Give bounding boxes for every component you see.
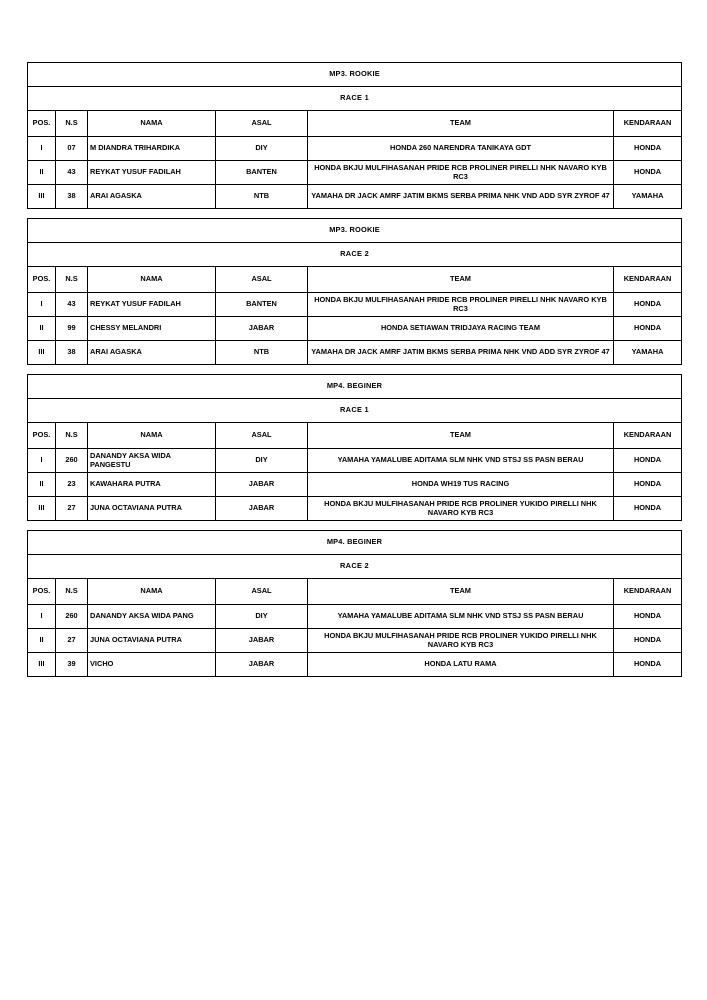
column-header-ns: N.S (56, 111, 88, 137)
cell-pos: II (28, 161, 56, 185)
cell-ns: 43 (56, 293, 88, 317)
cell-kendaraan: HONDA (614, 137, 682, 161)
cell-asal: NTB (216, 341, 308, 365)
cell-pos: I (28, 449, 56, 473)
cell-nama: VICHO (88, 653, 216, 677)
cell-team: YAMAHA DR JACK AMRF JATIM BKMS SERBA PRIMA NHK VND ADD SYR ZYROF 47 (308, 341, 614, 365)
cell-ns: 99 (56, 317, 88, 341)
cell-nama: CHESSY MELANDRI (88, 317, 216, 341)
race-title-row (28, 399, 682, 423)
category-title-row (28, 375, 682, 399)
cell-pos: II (28, 473, 56, 497)
cell-team: YAMAHA DR JACK AMRF JATIM BKMS SERBA PRIMA NHK VND ADD SYR ZYROF 47 (308, 185, 614, 209)
table-row (28, 185, 682, 209)
cell-kendaraan: HONDA (614, 653, 682, 677)
cell-team: YAMAHA YAMALUBE ADITAMA SLM NHK VND STSJ SS PASN BERAU (308, 449, 614, 473)
column-header-pos: POS. (28, 579, 56, 605)
table-row (28, 473, 682, 497)
table-row (28, 629, 682, 653)
table-header-row (28, 267, 682, 293)
column-header-team: TEAM (308, 267, 614, 293)
category-title-row (28, 219, 682, 243)
cell-nama: ARAI AGASKA (88, 185, 216, 209)
cell-ns: 39 (56, 653, 88, 677)
results-block-mp4-beginer-race2 (27, 530, 682, 677)
cell-pos: I (28, 137, 56, 161)
column-header-nama: NAMA (88, 423, 216, 449)
race-title: RACE 2 (28, 243, 682, 267)
cell-asal: NTB (216, 185, 308, 209)
cell-team: HONDA SETIAWAN TRIDJAYA RACING TEAM (308, 317, 614, 341)
cell-kendaraan: HONDA (614, 317, 682, 341)
cell-team: YAMAHA YAMALUBE ADITAMA SLM NHK VND STSJ SS PASN BERAU (308, 605, 614, 629)
cell-asal: JABAR (216, 653, 308, 677)
cell-team: HONDA BKJU MULFIHASANAH PRIDE RCB PROLINER PIRELLI NHK NAVARO KYB RC3 (308, 293, 614, 317)
cell-pos: II (28, 317, 56, 341)
cell-kendaraan: HONDA (614, 629, 682, 653)
cell-asal: JABAR (216, 473, 308, 497)
column-header-asal: ASAL (216, 111, 308, 137)
cell-nama: REYKAT YUSUF FADILAH (88, 161, 216, 185)
category-title-row (28, 531, 682, 555)
column-header-kendaraan: KENDARAAN (614, 579, 682, 605)
cell-asal: JABAR (216, 497, 308, 521)
table-row (28, 605, 682, 629)
column-header-kendaraan: KENDARAAN (614, 267, 682, 293)
cell-pos: II (28, 629, 56, 653)
column-header-nama: NAMA (88, 267, 216, 293)
cell-ns: 38 (56, 185, 88, 209)
cell-kendaraan: HONDA (614, 293, 682, 317)
cell-kendaraan: HONDA (614, 497, 682, 521)
column-header-team: TEAM (308, 423, 614, 449)
cell-nama: JUNA OCTAVIANA PUTRA (88, 497, 216, 521)
cell-asal: DIY (216, 605, 308, 629)
cell-ns: 27 (56, 497, 88, 521)
table-row (28, 653, 682, 677)
table-row (28, 497, 682, 521)
column-header-pos: POS. (28, 423, 56, 449)
cell-team: HONDA BKJU MULFIHASANAH PRIDE RCB PROLINER YUKIDO PIRELLI NHK NAVARO KYB RC3 (308, 497, 614, 521)
cell-kendaraan: YAMAHA (614, 341, 682, 365)
table-row (28, 341, 682, 365)
table-row (28, 449, 682, 473)
column-header-team: TEAM (308, 111, 614, 137)
table-row (28, 317, 682, 341)
cell-nama: KAWAHARA PUTRA (88, 473, 216, 497)
cell-asal: JABAR (216, 629, 308, 653)
cell-pos: I (28, 293, 56, 317)
cell-pos: I (28, 605, 56, 629)
cell-team: HONDA WH19 TUS RACING (308, 473, 614, 497)
column-header-nama: NAMA (88, 579, 216, 605)
column-header-kendaraan: KENDARAAN (614, 423, 682, 449)
column-header-asal: ASAL (216, 267, 308, 293)
cell-ns: 27 (56, 629, 88, 653)
block-spacer (27, 209, 681, 218)
column-header-kendaraan: KENDARAAN (614, 111, 682, 137)
cell-ns: 260 (56, 605, 88, 629)
cell-nama: DANANDY AKSA WIDA PANG (88, 605, 216, 629)
cell-kendaraan: HONDA (614, 161, 682, 185)
race-title: RACE 2 (28, 555, 682, 579)
table-header-row (28, 423, 682, 449)
cell-nama: ARAI AGASKA (88, 341, 216, 365)
category-title: MP3. ROOKIE (28, 63, 682, 87)
cell-pos: III (28, 185, 56, 209)
cell-team: HONDA LATU RAMA (308, 653, 614, 677)
column-header-asal: ASAL (216, 423, 308, 449)
cell-nama: JUNA OCTAVIANA PUTRA (88, 629, 216, 653)
column-header-ns: N.S (56, 579, 88, 605)
column-header-ns: N.S (56, 423, 88, 449)
race-title: RACE 1 (28, 399, 682, 423)
column-header-pos: POS. (28, 111, 56, 137)
cell-pos: III (28, 497, 56, 521)
cell-nama: DANANDY AKSA WIDA PANGESTU (88, 449, 216, 473)
race-title-row (28, 87, 682, 111)
cell-team: HONDA BKJU MULFIHASANAH PRIDE RCB PROLINER PIRELLI NHK NAVARO KYB RC3 (308, 161, 614, 185)
race-title: RACE 1 (28, 87, 682, 111)
results-block-mp3-rookie-race1 (27, 62, 682, 209)
column-header-ns: N.S (56, 267, 88, 293)
cell-ns: 07 (56, 137, 88, 161)
column-header-pos: POS. (28, 267, 56, 293)
block-spacer (27, 521, 681, 530)
cell-asal: DIY (216, 137, 308, 161)
table-header-row (28, 111, 682, 137)
table-row (28, 137, 682, 161)
category-title: MP4. BEGINER (28, 375, 682, 399)
cell-ns: 23 (56, 473, 88, 497)
cell-kendaraan: HONDA (614, 473, 682, 497)
category-title-row (28, 63, 682, 87)
table-row (28, 161, 682, 185)
cell-nama: REYKAT YUSUF FADILAH (88, 293, 216, 317)
cell-nama: M DIANDRA TRIHARDIKA (88, 137, 216, 161)
race-title-row (28, 555, 682, 579)
cell-asal: DIY (216, 449, 308, 473)
cell-kendaraan: YAMAHA (614, 185, 682, 209)
cell-ns: 260 (56, 449, 88, 473)
cell-ns: 43 (56, 161, 88, 185)
block-spacer (27, 365, 681, 374)
table-row (28, 293, 682, 317)
cell-asal: JABAR (216, 317, 308, 341)
cell-asal: BANTEN (216, 161, 308, 185)
cell-kendaraan: HONDA (614, 605, 682, 629)
cell-asal: BANTEN (216, 293, 308, 317)
cell-team: HONDA BKJU MULFIHASANAH PRIDE RCB PROLINER YUKIDO PIRELLI NHK NAVARO KYB RC3 (308, 629, 614, 653)
cell-team: HONDA 260 NARENDRA TANIKAYA GDT (308, 137, 614, 161)
cell-ns: 38 (56, 341, 88, 365)
cell-pos: III (28, 341, 56, 365)
race-title-row (28, 243, 682, 267)
column-header-nama: NAMA (88, 111, 216, 137)
results-document (27, 62, 681, 677)
column-header-asal: ASAL (216, 579, 308, 605)
table-header-row (28, 579, 682, 605)
category-title: MP3. ROOKIE (28, 219, 682, 243)
results-block-mp4-beginer-race1 (27, 374, 682, 521)
category-title: MP4. BEGINER (28, 531, 682, 555)
cell-pos: III (28, 653, 56, 677)
cell-kendaraan: HONDA (614, 449, 682, 473)
results-block-mp3-rookie-race2 (27, 218, 682, 365)
column-header-team: TEAM (308, 579, 614, 605)
